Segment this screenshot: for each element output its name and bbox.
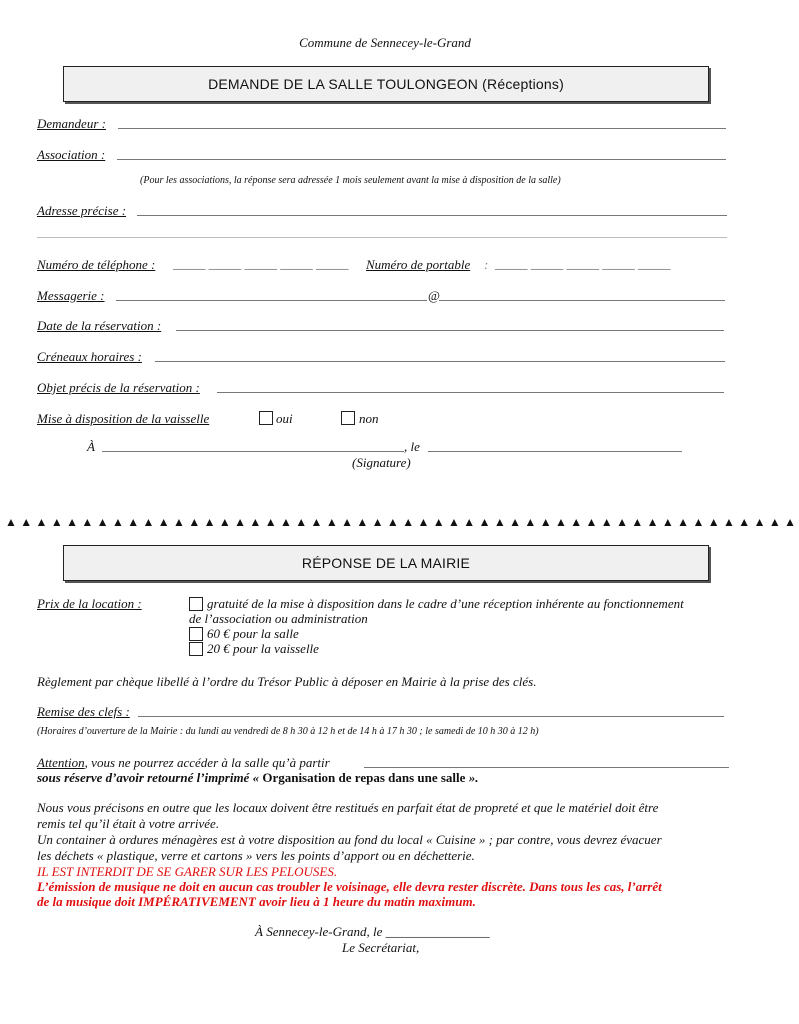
sign-place: À Sennecey-le-Grand, le ________________	[255, 924, 490, 939]
messagerie-user-field[interactable]	[116, 300, 427, 301]
para-line-2: remis tel qu’il était à votre arrivée.	[37, 816, 220, 831]
non-checkbox[interactable]	[341, 411, 355, 425]
a-label: À	[87, 439, 95, 454]
objet-field[interactable]	[217, 392, 724, 393]
vaisselle-label: Mise à disposition de la vaisselle	[37, 411, 210, 426]
warning-pelouses: IL EST INTERDIT DE SE GARER SUR LES PELOUSES.	[37, 864, 338, 879]
lieu-field[interactable]	[102, 451, 404, 452]
reserve-end: ».	[465, 770, 479, 785]
attention-label: Attention	[37, 755, 85, 770]
option-vaisselle-label: 20 € pour la vaisselle	[207, 641, 319, 656]
oui-checkbox[interactable]	[259, 411, 273, 425]
request-title-box	[63, 66, 709, 102]
warning-musique-2: de la musique doit IMPÉRATIVEMENT avoir lieu à 1 heure du matin maximum.	[37, 894, 476, 909]
horaires-note: (Horaires d’ouverture de la Mairie : du lundi au vendredi de 8 h 30 à 12 h et de 14 h à 17 h 30 ; le samedi de 10 h 30 à 12 h)	[37, 726, 539, 737]
reserve-text: sous réserve d’avoir retourné l’imprimé «	[37, 770, 263, 785]
objet-label: Objet précis de la réservation :	[37, 380, 200, 395]
oui-label: oui	[276, 411, 293, 426]
le-label: , le	[404, 439, 420, 454]
para-line-3: Un container à ordures ménagères est à votre disposition au fond du local « Cuisine » ; par contre, vous devrez évacuer	[37, 832, 662, 847]
warning-musique-1: L’émission de musique ne doit en aucun cas troubler le voisinage, elle devra rester discrète. Dans tous les cas, l’arrêt	[37, 879, 662, 894]
para-line-1: Nous vous précisons en outre que les locaux doivent être restitués en parfait état de propreté et que le matériel doit être	[37, 800, 659, 815]
signature-label: (Signature)	[352, 455, 411, 470]
reserve-bold: Organisation de repas dans une salle	[262, 770, 466, 785]
date-field[interactable]	[176, 330, 724, 331]
para-line-4: les déchets « plastique, verre et cartons » vers les points d’apport ou en déchetterie.	[37, 848, 475, 863]
reglement-text: Règlement par chèque libellé à l’ordre du Trésor Public à déposer en Mairie à la prise des clés.	[37, 674, 537, 689]
portable-field[interactable]: _____ _____ _____ _____ _____	[495, 256, 671, 271]
arrow-separator: ▲▲▲▲▲▲▲▲▲▲▲▲▲▲▲▲▲▲▲▲▲▲▲▲▲▲▲▲▲▲▲▲▲▲▲▲▲▲▲▲▲▲▲▲▲▲▲▲▲▲▲▲	[5, 515, 799, 529]
remise-field[interactable]	[138, 716, 724, 717]
option-salle-checkbox[interactable]	[189, 627, 203, 641]
demandeur-field[interactable]	[118, 128, 726, 129]
remise-label: Remise des clefs :	[37, 704, 130, 719]
messagerie-at: @	[428, 288, 440, 303]
demandeur-label: Demandeur :	[37, 116, 106, 131]
option-vaisselle-checkbox[interactable]	[189, 642, 203, 656]
adresse-field[interactable]	[137, 215, 727, 216]
date-label: Date de la réservation :	[37, 318, 162, 333]
response-title-box	[63, 545, 709, 581]
commune-title: Commune de Sennecey-le-Grand	[299, 35, 471, 50]
response-title: RÉPONSE DE LA MAIRIE	[301, 555, 471, 571]
acces-date-field[interactable]	[364, 767, 729, 768]
reserve-line	[37, 770, 478, 786]
sign-who: Le Secrétariat,	[342, 940, 420, 955]
telephone-field[interactable]: _____ _____ _____ _____ _____	[173, 256, 349, 271]
messagerie-label: Messagerie :	[37, 288, 105, 303]
option-gratuite-label: gratuité de la mise à disposition dans le cadre d’une réception inhérente au fonctionnement	[207, 596, 684, 611]
creneaux-label: Créneaux horaires :	[37, 349, 142, 364]
attention-line	[37, 755, 330, 771]
portable-sep: :	[484, 257, 489, 272]
messagerie-domain-field[interactable]	[439, 300, 725, 301]
non-label: non	[359, 411, 379, 426]
attention-text: , vous ne pourrez accéder à la salle qu’à partir	[84, 755, 330, 770]
telephone-label: Numéro de téléphone :	[37, 257, 156, 272]
request-title: DEMANDE DE LA SALLE TOULONGEON (Réceptions)	[208, 76, 564, 92]
option-gratuite-checkbox[interactable]	[189, 597, 203, 611]
option-gratuite-cont: de l’association ou administration	[189, 611, 368, 626]
association-label: Association :	[37, 147, 106, 162]
date-signature-field[interactable]	[428, 451, 682, 452]
association-field[interactable]	[117, 159, 726, 160]
prix-label: Prix de la location :	[37, 596, 142, 611]
association-note: (Pour les associations, la réponse sera adressée 1 mois seulement avant la mise à disposition de la salle)	[140, 175, 561, 186]
creneaux-field[interactable]	[155, 361, 725, 362]
adresse-field-line2[interactable]	[37, 237, 727, 238]
adresse-label: Adresse précise :	[37, 203, 127, 218]
portable-label: Numéro de portable	[366, 257, 471, 272]
option-salle-label: 60 € pour la salle	[207, 626, 299, 641]
